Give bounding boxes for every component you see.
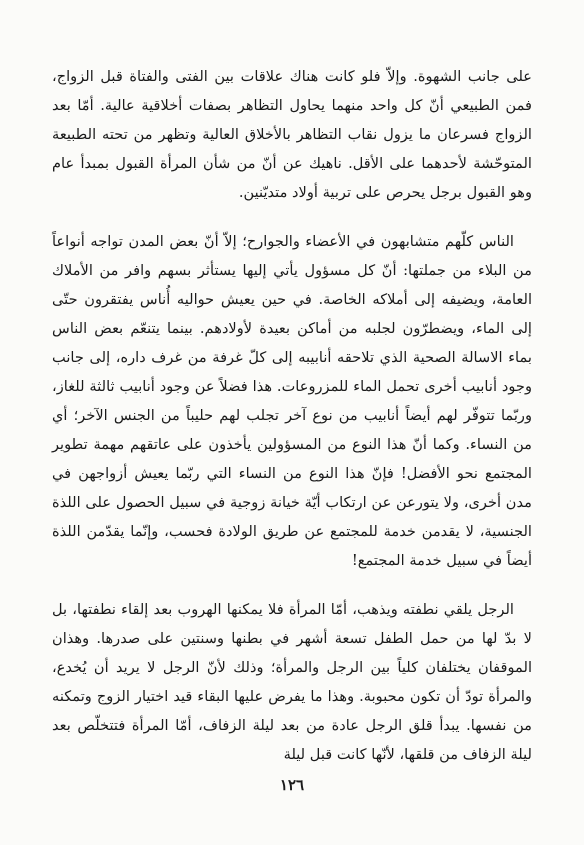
page-number: ١٢٦ [279,776,305,794]
paragraph-2: الناس كلّهم متشابهون في الأعضاء والجوارح؛ إلاّ أنّ بعض المدن تواجه أنواعاً من البلاء من جملتها: أنّ كل مسؤول يأتي إليها يستأثر بسهم وافر من الأملاك العامة، ويضيفه إلى أملاكه الخاصة. في حين يعيش حواليه أُناس يفتقرون حتّى إلى الماء، ويضطرّون لجلبه من أماكن بعيدة لأولادهم. بينما يتنعّم بعض الناس بماء الاسالة الصحية الذي تلاحقه أنابيبه إلى كلّ غرفة من غرف داره، إلى جانب وجود أنابيب أخرى تحمل الماء للمزروعات. هذا فضلاً عن وجود أنابيب ثالثة للغاز، وربّما تتوفّر لهم أيضاً أنابيب من نوع آخر تجلب لهم حليباً من الجنس الآخر؛ أي من النساء. وكما أنّ هذا النوع من المسؤولين يأخذون على عاتقهم مهمة تطوير المجتمع نحو الأفضل! فإنّ هذا النوع من النساء التي ربّما يعيش أزواجهن في مدن أخرى، ولا يتورعن عن ارتكاب أيّة خيانة زوجية في سبيل الحصول على اللذة الجنسية، لا يقدمن خدمة للمجتمع عن طريق الولادة فحسب، وإنّما يقدّمن اللذة أيضاً في سبيل خدمة المجتمع! [52,233,532,569]
paragraph-1: على جانب الشهوة. وإلاّ فلو كانت هناك علاقات بين الفتى والفتاة قبل الزواج، فمن الطبيعي أنّ كل واحد منهما يحاول التظاهر بصفات أخلاقية عالية. أمّا بعد الزواج فسرعان ما يزول نقاب التظاهر بالأخلاق العالية وتظهر من تحته الطبيعة المتوحّشة لأحدهما على الأقل. ناهيك عن أنّ من شأن المرأة القبول بمبدأ عام وهو القبول برجل يحرص على تربية أولاد متديّنين. [52,68,532,201]
paragraph-3: الرجل يلقي نطفته ويذهب، أمّا المرأة فلا يمكنها الهروب بعد إلقاء نطفتها، بل لا بدّ لها من حمل الطفل تسعة أشهر في بطنها وسنتين على صدرها. وهذان الموقفان يختلفان كلياً بين الرجل والمرأة؛ وذلك لأنّ الرجل لا يريد أن يُخدع، والمرأة تودّ أن تكون محبوبة. وهذا ما يفرض عليها البقاء قيد اختيار الزوج وتمكنه من نفسها. يبدأ قلق الرجل عادة من بعد ليلة الزفاف، أمّا المرأة فتتخلّص بعد ليلة الزفاف من قلقها، لأنّها كانت قبل ليلة [52,601,532,763]
body-text [52,62,532,769]
